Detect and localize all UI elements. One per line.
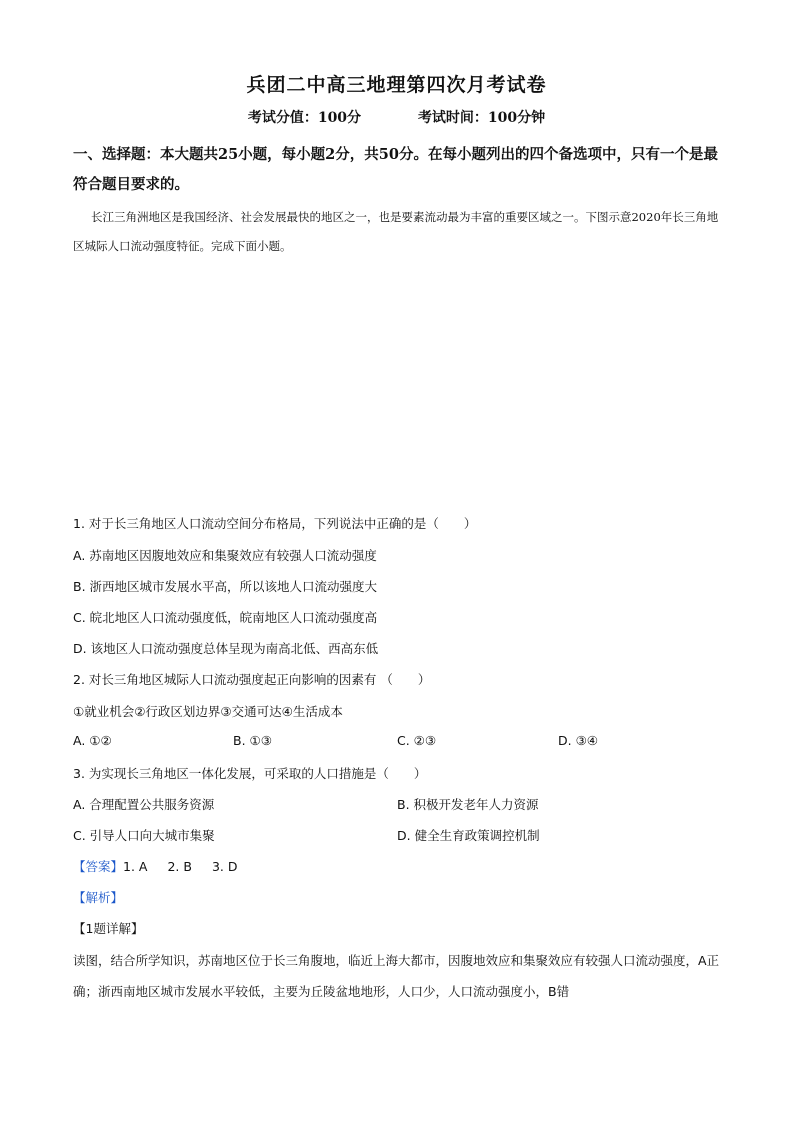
answer-tag: 【答案】 (73, 859, 124, 874)
exam-score: 考试分值：100分 (247, 110, 362, 126)
q3-option-c: C. 引导人口向大城市集聚 (73, 828, 215, 843)
q1-option-d: D. 该地区人口流动强度总体呈现为南高北低、西高东低 (73, 641, 379, 656)
q2-stem: 2. 对长三角地区城际人口流动强度起正向影响的因素有 （ ） (73, 672, 431, 687)
analysis-tag: 【解析】 (73, 890, 124, 905)
answer-3: 3. D (211, 859, 238, 874)
figure-placeholder (73, 262, 723, 502)
detail-tag: 【1题详解】 (73, 921, 144, 936)
question-intro: 长江三角洲地区是我国经济、社会发展最快的地区之一，也是要素流动最为丰富的重要区域之一。下图示意2020年长三角地区城际人口流动强度特征。完成下面小题。 (73, 210, 719, 253)
q1-option-b: B. 浙西地区城市发展水平高，所以该地人口流动强度大 (73, 579, 378, 594)
q2-option-b: B. ①③ (233, 733, 272, 748)
q3-option-a: A. 合理配置公共服务资源 (73, 797, 215, 812)
exam-title: 兵团二中高三地理第四次月考试卷 (246, 74, 547, 96)
q3-stem: 3. 为实现长三角地区一体化发展，可采取的人口措施是（ ） (73, 766, 427, 781)
detail-text: 读图，结合所学知识，苏南地区位于长三角腹地，临近上海大都市，因腹地效应和集聚效应有较强人口流动强度，A正确；浙西南地区城市发展水平较低，主要为丘陵盆地地形，人口少，人口流动强度小，B错 (73, 953, 720, 999)
q1-option-c: C. 皖北地区人口流动强度低，皖南地区人口流动强度高 (73, 610, 378, 625)
answer-1: 1. A (123, 859, 148, 874)
q2-option-d: D. ③④ (558, 733, 598, 748)
q2-factors: ①就业机会②行政区划边界③交通可达④生活成本 (73, 704, 343, 719)
q2-option-c: C. ②③ (397, 733, 437, 748)
exam-info (0, 107, 793, 127)
q2-option-a: A. ①② (73, 733, 112, 748)
q3-option-b: B. 积极开发老年人力资源 (397, 797, 539, 812)
answer-2: 2. B (167, 859, 192, 874)
answer-line (73, 857, 257, 875)
q1-stem: 1. 对于长三角地区人口流动空间分布格局，下列说法中正确的是（ ） (73, 516, 477, 531)
exam-time: 考试时间：100分钟 (417, 110, 546, 126)
q3-option-d: D. 健全生育政策调控机制 (397, 828, 540, 843)
section-heading: 一、选择题：本大题共25小题，每小题2分，共50分。在每小题列出的四个备选项中，只有一个是最符合题目要求的。 (73, 146, 718, 193)
q1-option-a: A. 苏南地区因腹地效应和集聚效应有较强人口流动强度 (73, 548, 377, 563)
